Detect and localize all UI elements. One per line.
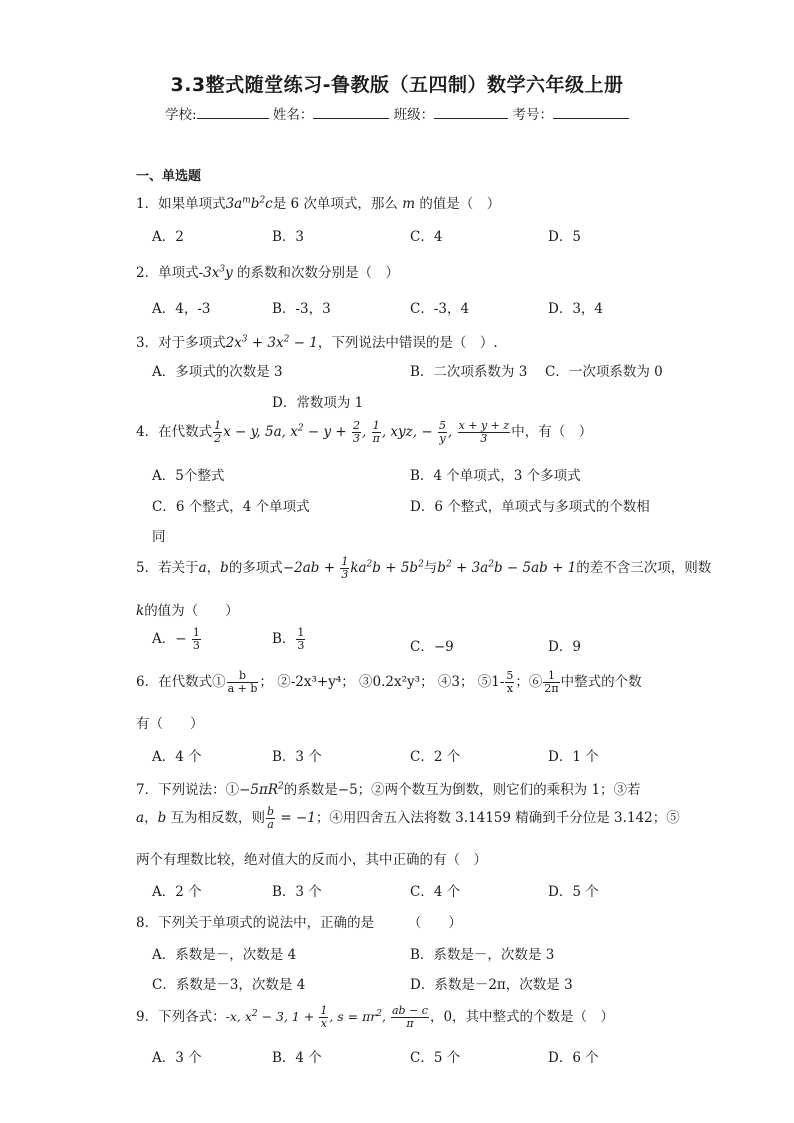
q8-option-b[interactable]: B．系数是－，次数是 3 [410, 947, 555, 963]
q5-polynomial-2: $b^2 + 3a^2b - 5ab + 1$ [437, 559, 577, 576]
q3-expression: $2x^3 + 3x^2 - 1$ [225, 334, 318, 351]
q4-option-d-continued: 同 [152, 529, 166, 545]
name-label: 姓名： [272, 107, 314, 123]
q1-option-b[interactable]: B．3 [272, 229, 305, 245]
number-label: 考号： [512, 107, 553, 123]
q6-option-d[interactable]: D．1 个 [548, 749, 599, 765]
question-8: 8．下列关于单项式的说法中，正确的是 （ ） [136, 915, 462, 931]
number-blank[interactable] [553, 106, 629, 119]
q5-option-a[interactable]: A．− $\frac{1}{3}$ [152, 626, 200, 652]
question-4: 4．在代数式 $\frac{1}{2}$ x − y, 5a, $x^2 - y$ + $\frac{2}{3}$ , $\frac{1}{\pi}$ , xyz, − $\frac{5}{y}$ , $\frac{x + y + z}{3}$ 中，有（ ） [136, 419, 593, 445]
q9-option-b[interactable]: B．4 个 [272, 1050, 322, 1066]
q7-option-a[interactable]: A．2 个 [152, 884, 202, 900]
page-title: 3.3整式随堂练习-鲁教版（五四制）数学六年级上册 [170, 74, 624, 96]
q2-expression: $-3x^3y$ [198, 264, 233, 281]
q5-option-c[interactable]: C．−9 [410, 639, 454, 655]
question-5-line-2: k的值为（ ） [136, 603, 239, 619]
question-7-line-2: a，b 互为相反数，则 $\frac{b}{a}$ = −1；④用四舍五入法将数 3.14159 精确到千分位是 3.142；⑤ [136, 805, 680, 831]
q8-option-a[interactable]: A．系数是－，次数是 4 [152, 947, 297, 963]
q4-option-d[interactable]: D．6 个整式，单项式与多项式的个数相 [410, 499, 650, 515]
q8-option-c[interactable]: C．系数是－3，次数是 4 [152, 977, 306, 993]
q9-option-c[interactable]: C．5 个 [410, 1050, 461, 1066]
q9-expressions: -x, $x^2 - 3$, 1 + $\frac{1}{x}$ , $s = \pi r^2$, $\frac{ab - c}{\pi}$ [225, 1004, 428, 1030]
section-heading: 一、单选题 [136, 169, 202, 184]
q3-option-b[interactable]: B．二次项系数为 3 [410, 364, 528, 380]
student-info-line [165, 103, 629, 123]
q4-option-a[interactable]: A．5个整式 [152, 468, 225, 484]
q2-option-c[interactable]: C．-3，4 [410, 301, 470, 317]
question-2: 2．单项式$-3x^3y$ 的系数和次数分别是（ ） [136, 264, 400, 281]
question-6: 6．在代数式① $\frac{b}{a + b}$ ； ②-2x³+y⁴； ③0.2x²y³； ④3； ⑤1- $\frac{5}{x}$ ；⑥ $\frac{1}{2\pi}$ 中整式的个数 [136, 669, 642, 695]
question-1: 1．如果单项式$3a^mb^2c$是 6 次单项式，那么 m 的值是（ ） [136, 195, 501, 212]
q2-option-a[interactable]: A．4，-3 [152, 301, 211, 317]
q6-option-a[interactable]: A．4 个 [152, 749, 202, 765]
q9-option-d[interactable]: D．6 个 [548, 1050, 599, 1066]
q3-option-a[interactable]: A．多项式的次数是 3 [152, 364, 283, 380]
q4-option-b[interactable]: B．4 个单项式，3 个多项式 [410, 468, 581, 484]
q1-option-a[interactable]: A．2 [152, 229, 184, 245]
q4-option-c[interactable]: C．6 个整式，4 个单项式 [152, 499, 310, 515]
school-label: 学校: [165, 107, 197, 123]
q1-option-c[interactable]: C．4 [410, 229, 443, 245]
q7-option-d[interactable]: D．5 个 [548, 884, 599, 900]
class-label: 班级： [393, 107, 435, 123]
school-blank[interactable] [197, 106, 269, 119]
question-9: 9．下列各式：-x, $x^2 - 3$, 1 + $\frac{1}{x}$ , $s = \pi r^2$, $\frac{ab - c}{\pi}$ ，0，其中整式的个数是（ ） [136, 1004, 615, 1030]
question-6-line-2: 有（ ） [136, 716, 204, 732]
question-5: 5．若关于a，b的多项式−2ab + $\frac{1}{3}$ $ka^2b + 5b^2$与$b^2 + 3a^2b - 5ab + 1$的差不含三次项，则数 [136, 555, 712, 581]
question-3: 3．对于多项式$2x^3 + 3x^2 - 1$，下列说法中错误的是（ ）. [136, 334, 498, 351]
q3-option-d[interactable]: D．常数项为 1 [272, 395, 364, 411]
q4-expressions: $\frac{1}{2}$ x − y, 5a, $x^2 - y$ + $\frac{2}{3}$ , $\frac{1}{\pi}$ , xyz, − $\frac{5}{y}$ , $\frac{x + y + z}{3}$ [214, 419, 510, 445]
q9-option-a[interactable]: A．3 个 [152, 1050, 202, 1066]
q2-option-b[interactable]: B．-3，3 [272, 301, 331, 317]
q1-expression: $3a^mb^2c$ [225, 195, 273, 212]
question-7-line-3: 两个有理数比较，绝对值大的反而小，其中正确的有（ ） [136, 852, 487, 868]
question-7: 7．下列说法：$①-5\pi R^2$的系数是−5；②两个数互为倒数，则它们的乘积为 1；③若 [136, 781, 641, 798]
q1-option-d[interactable]: D．5 [548, 229, 581, 245]
q5-polynomial-1: −2ab + $\frac{1}{3}$ $ka^2b + 5b^2$ [282, 555, 424, 581]
class-blank[interactable] [434, 106, 508, 119]
q5-option-b[interactable]: B． $\frac{1}{3}$ [272, 626, 305, 652]
q3-option-c[interactable]: C．一次项系数为 0 [545, 364, 663, 380]
q6-option-b[interactable]: B．3 个 [272, 749, 322, 765]
q2-option-d[interactable]: D．3，4 [548, 301, 604, 317]
q6-option-c[interactable]: C．2 个 [410, 749, 461, 765]
q7-option-b[interactable]: B．3 个 [272, 884, 322, 900]
q5-option-d[interactable]: D．9 [548, 639, 581, 655]
q8-option-d[interactable]: D．系数是－2π，次数是 3 [410, 977, 573, 993]
q7-option-c[interactable]: C．4 个 [410, 884, 461, 900]
name-blank[interactable] [313, 106, 389, 119]
